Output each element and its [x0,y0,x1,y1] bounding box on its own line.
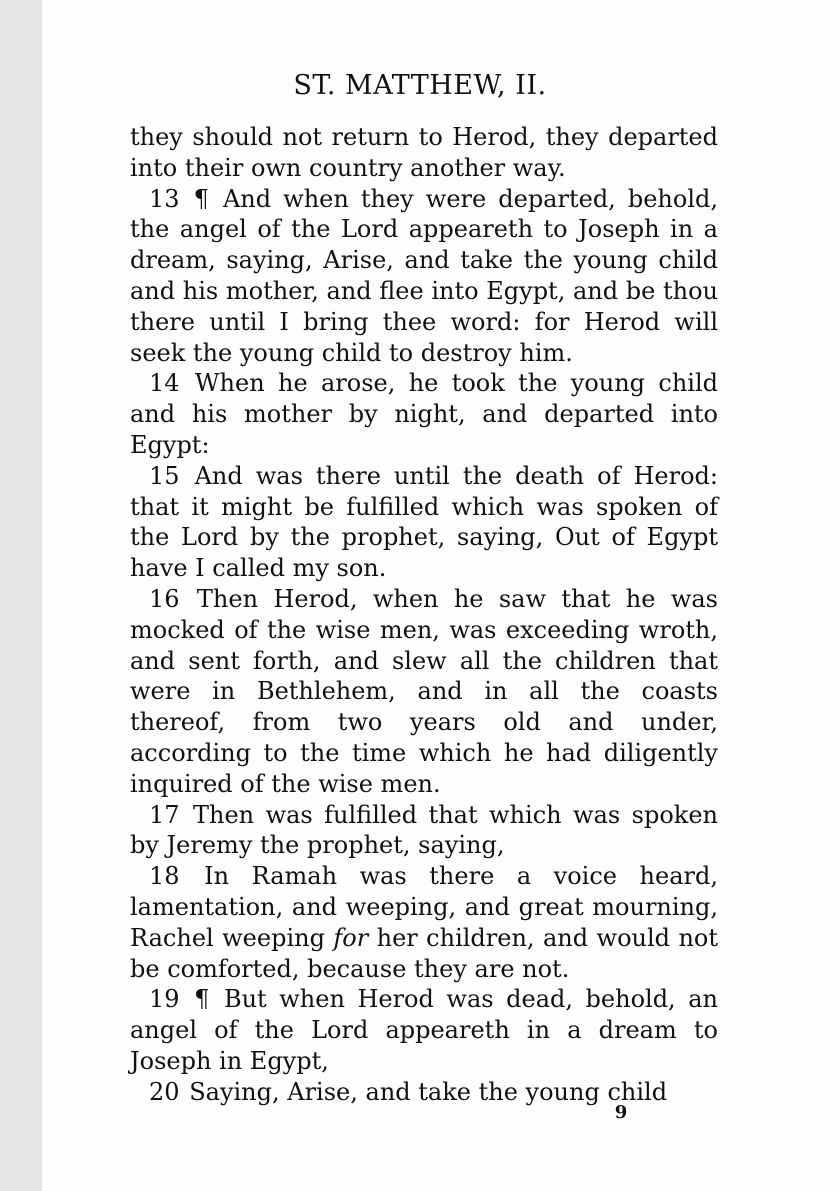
pilcrow-mark: ¶ [193,184,209,213]
page-gutter-shade [0,0,42,1191]
page-number: 9 [614,1102,628,1123]
verse-text-body: they should not return to Herod, they departed into their own country another way. [130,123,718,182]
verse-12-continuation [130,122,718,184]
verse-15 [130,461,718,584]
verse-text-body: And when they were departed, behold, the angel of the Lord appeareth to Joseph in a dream, saying, Arise, and take the young child and his mother, and flee into Egypt, and be thou there until I bring thee word: for Herod will seek the young child to destroy him. [130,184,718,367]
pilcrow-mark: ¶ [194,985,210,1014]
verse-text-body: When he arose, he took the young child and his mother by night, and departed into Egypt: [130,369,718,459]
verse-13 [130,184,718,369]
verse-16 [130,584,718,800]
verse-14 [130,368,718,460]
verse-number: 17 [149,800,180,829]
verse-number: 15 [149,461,180,490]
italic-word: for [333,923,369,952]
verse-text-body: Then Herod, when he saw that he was mocked of the wise men, was exceeding wroth, and sent forth, and slew all the children that were in Bethlehem, and in all the coasts thereof, from two years old and under, according to the time which he had diligently inquired of the wise men. [130,584,718,798]
verse-19 [130,984,718,1076]
verse-text-body: Then was fulfilled that which was spoken by Jeremy the prophet, saying, [130,800,718,860]
verse-text-body: In Ramah was there a voice heard, lamentation, and weeping, and great mourning, Rachel weeping [130,862,718,952]
verse-number: 18 [149,862,180,891]
verse-17 [130,800,718,862]
verse-text-body: her children, and would not be comforted, because they are not. [130,923,718,983]
verse-number: 20 [149,1077,180,1106]
verse-number: 14 [149,369,180,398]
verse-number: 19 [149,985,180,1014]
verse-text [130,122,718,1108]
verse-number: 13 [149,184,180,213]
verse-text-body: But when Herod was dead, behold, an angel of the Lord appeareth in a dream to Joseph in Egypt, [130,985,719,1075]
verse-18 [130,861,718,984]
verse-text-body: Saying, Arise, and take the young child [189,1077,668,1106]
verse-text-body: And was there until the death of Herod: that it might be fulfilled which was spoken of the Lord by the prophet, saying, Out of Egypt have I called my son. [130,461,718,583]
running-title: ST. MATTHEW, II. [293,70,547,101]
verse-number: 16 [149,584,180,613]
